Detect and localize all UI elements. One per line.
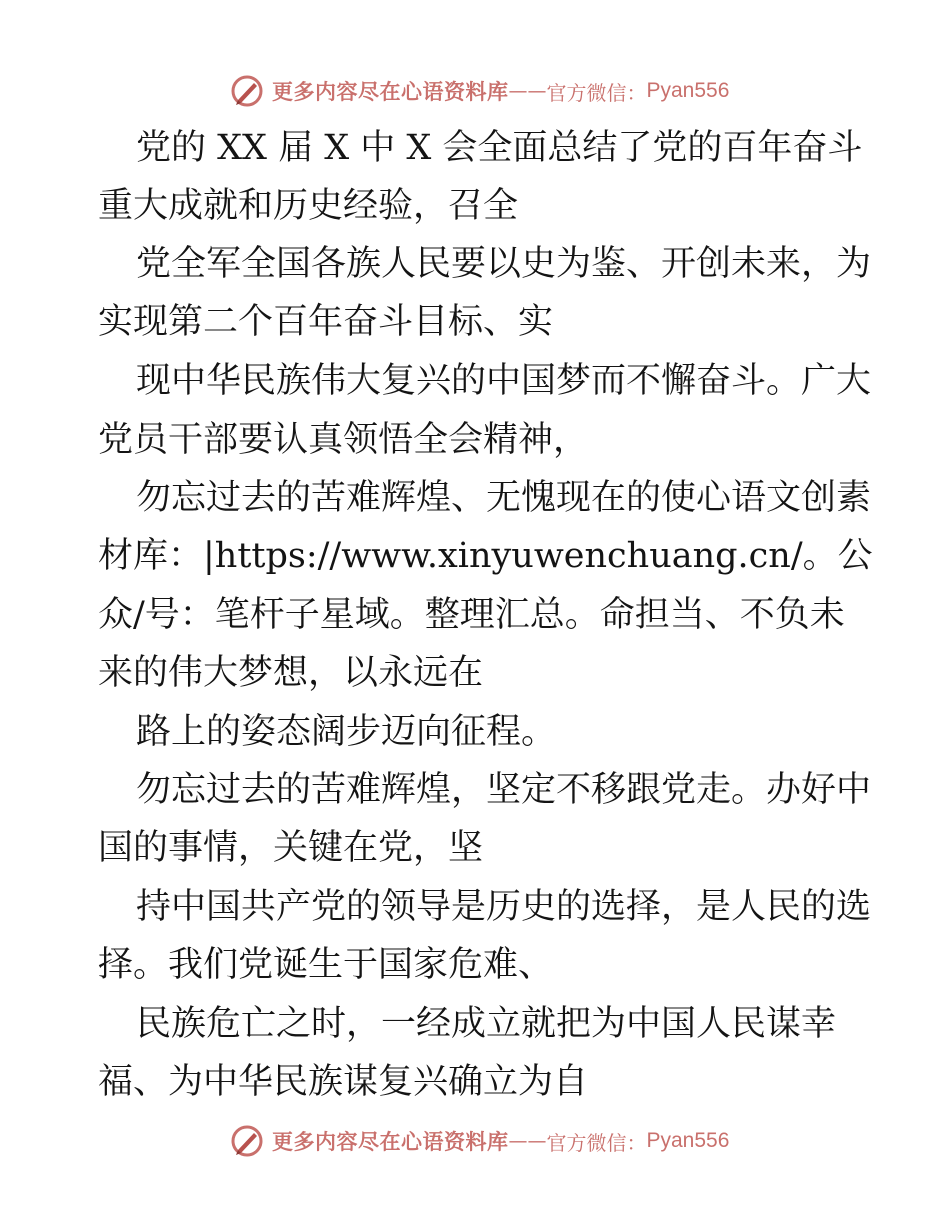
paragraph-4-line-3: 众/号：笔杆子星域。整理汇总。命担当、不负未 (98, 595, 845, 635)
paragraph-4-line-4: 来的伟大梦想，以永远在 (98, 653, 484, 693)
banner-wechat-handle: Pyan556 (646, 1129, 730, 1152)
paragraph-6-line-2: 国的事情，关键在党，坚 (98, 828, 484, 868)
banner-dash: —— (508, 1130, 547, 1152)
paragraph-3-line-1: 现中华民族伟大复兴的中国梦而不懈奋斗。广大 (136, 361, 872, 401)
banner-label: 更多内容尽在心语资料库 (272, 79, 509, 104)
banner-label: 更多内容尽在心语资料库 (272, 1129, 509, 1154)
pen-logo-icon (230, 1124, 264, 1158)
paragraph-7-line-2: 择。我们党诞生于国家危难、 (98, 945, 554, 985)
banner-wechat-handle: Pyan556 (646, 79, 730, 102)
header-watermark-banner (230, 71, 729, 111)
paragraph-2-line-1: 党全军全国各族人民要以史为鉴、开创未来，为 (136, 244, 872, 284)
paragraph-8-line-1: 民族危亡之时，一经成立就把为中国人民谋幸 (136, 1004, 837, 1044)
paragraph-8-line-2: 福、为中华民族谋复兴确立为自 (98, 1062, 589, 1102)
paragraph-6-line-1: 勿忘过去的苦难辉煌，坚定不移跟党走。办好中 (136, 770, 872, 810)
banner-wechat-label: 官方微信： (546, 1130, 647, 1155)
pen-logo-icon (230, 74, 264, 108)
banner-dash: —— (508, 80, 547, 102)
paragraph-2-line-2: 实现第二个百年奋斗目标、实 (98, 302, 554, 342)
paragraph-4-line-2: 材库：|https://www.xinyuwenchuang.cn/。公 (98, 536, 873, 576)
paragraph-7-line-1: 持中国共产党的领导是历史的选择，是人民的选 (136, 887, 872, 927)
paragraph-1-line-2: 重大成就和历史经验，召全 (98, 186, 519, 226)
paragraph-5-line-1: 路上的姿态阔步迈向征程。 (136, 712, 557, 752)
paragraph-3-line-2: 党员干部要认真领悟全会精神， (98, 420, 589, 460)
footer-watermark-banner (230, 1121, 729, 1161)
banner-wechat-label: 官方微信： (546, 80, 647, 105)
paragraph-4-line-1: 勿忘过去的苦难辉煌、无愧现在的使心语文创素 (136, 478, 872, 518)
paragraph-1-line-1: 党的 XX 届 X 中 X 会全面总结了党的百年奋斗 (136, 128, 863, 168)
